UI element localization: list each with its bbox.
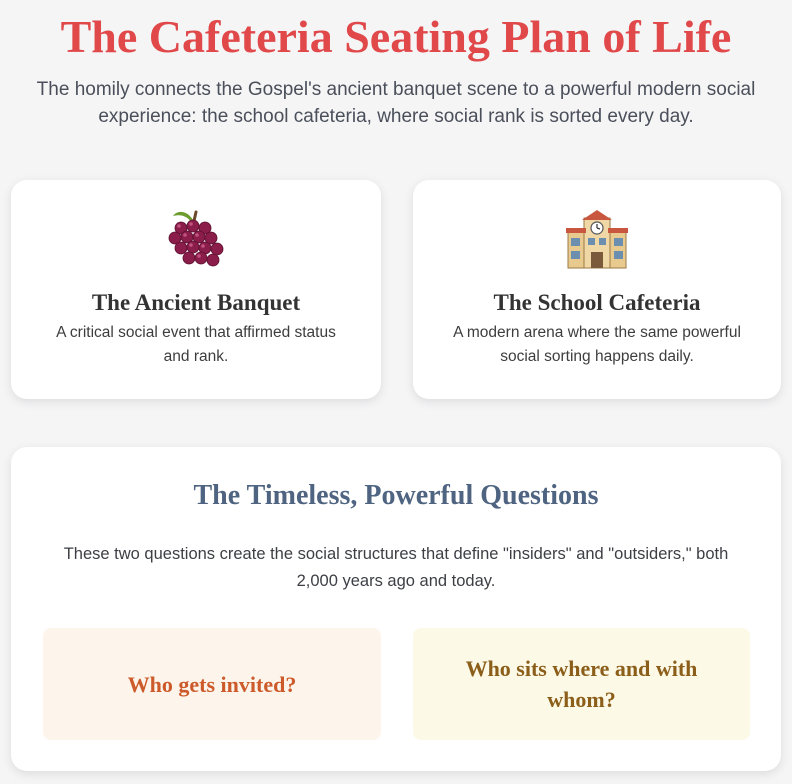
card-title: The Ancient Banquet xyxy=(91,290,301,315)
school-cafeteria-card xyxy=(413,180,781,399)
questions-heading: The Timeless, Powerful Questions xyxy=(193,480,599,511)
ancient-banquet-card xyxy=(11,180,381,399)
grapes-icon xyxy=(11,206,381,272)
school-building-icon xyxy=(413,206,781,272)
question-invited: Who gets invited? xyxy=(43,628,381,740)
questions-section xyxy=(11,447,781,771)
question-seating: Who sits where and with whom? xyxy=(413,628,750,740)
intro-text: The homily connects the Gospel's ancient banquet scene to a powerful modern social experience: the school cafeteria, where social rank is sorted every day. xyxy=(36,79,756,127)
questions-text: These two questions create the social structures that define "insiders" and "outsiders," both 2,000 years ago and today. xyxy=(63,545,729,590)
card-text: A critical social event that affirmed status and rank. xyxy=(56,324,336,365)
card-text: A modern arena where the same powerful social sorting happens daily. xyxy=(453,324,741,365)
card-title: The School Cafeteria xyxy=(493,290,701,315)
page-title: The Cafeteria Seating Plan of Life xyxy=(60,11,732,62)
